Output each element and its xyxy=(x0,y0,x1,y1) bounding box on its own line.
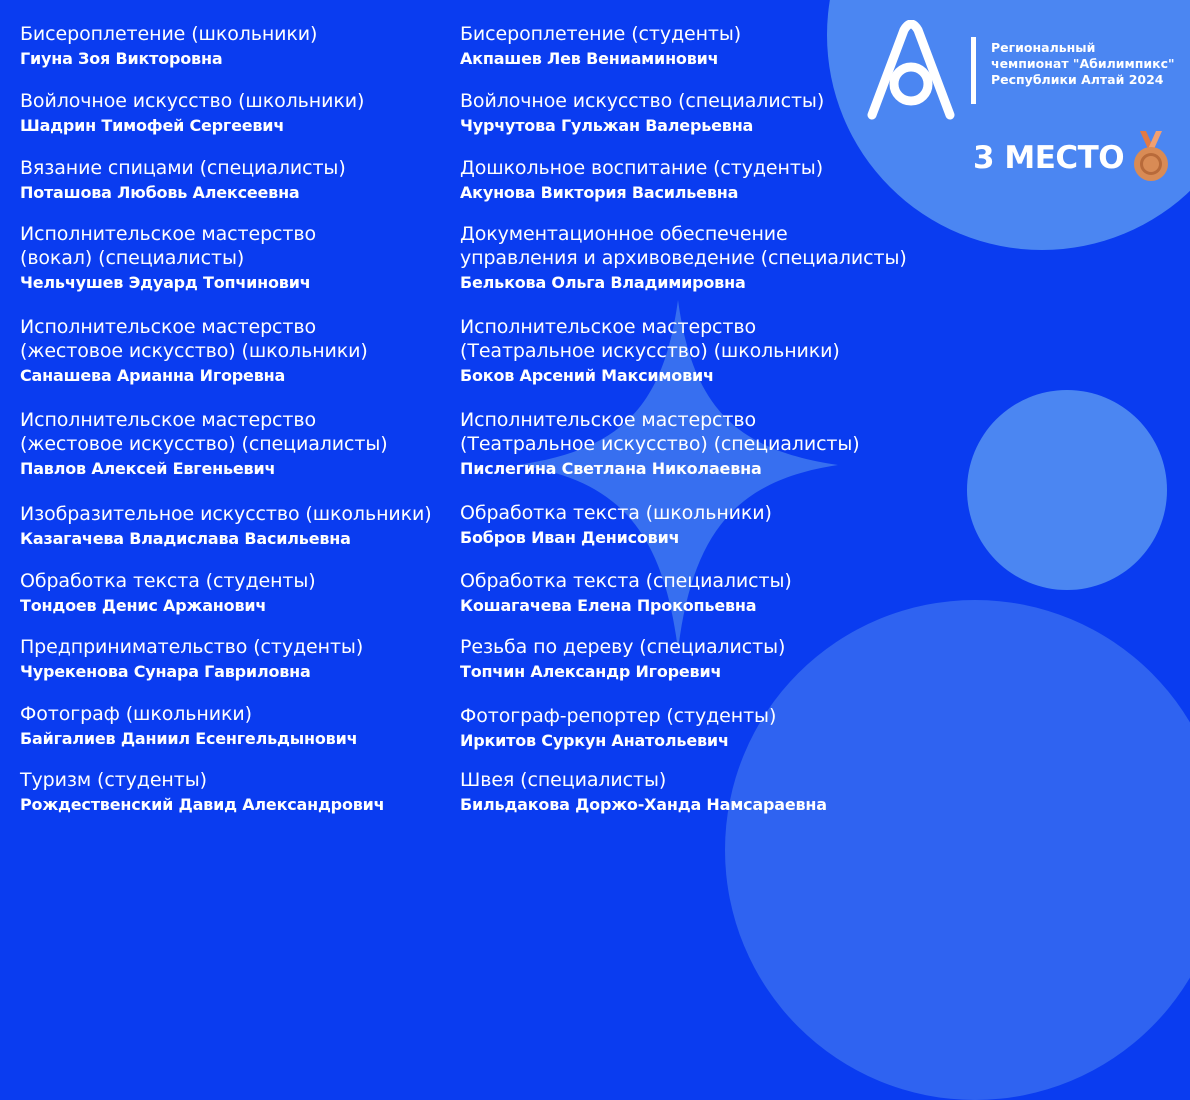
decor-circle-middle xyxy=(967,390,1167,590)
winner-name: Акунова Виктория Васильевна xyxy=(460,183,739,202)
category-label: Фотограф-репортер (студенты) xyxy=(460,705,777,727)
category-label: Войлочное искусство (специалисты) xyxy=(460,90,825,112)
winner-name: Топчин Александр Игоревич xyxy=(460,662,722,681)
winner-name: Бобров Иван Денисович xyxy=(460,528,680,547)
category-label: Дошкольное воспитание (студенты) xyxy=(460,157,824,179)
category-label: Исполнительское мастерство xyxy=(460,316,756,338)
winner-name: Тондоев Денис Аржанович xyxy=(20,596,267,615)
category-label: (Театральное искусство) (школьники) xyxy=(460,340,840,362)
winner-entry xyxy=(20,635,363,682)
category-label: Вязание спицами (специалисты) xyxy=(20,157,346,179)
championship-title xyxy=(991,40,1181,88)
category-label: Исполнительское мастерство xyxy=(20,316,316,338)
winner-name: Кошагачева Елена Прокопьевна xyxy=(460,596,757,615)
category-label: Исполнительское мастерство xyxy=(20,223,316,245)
category-label: Изобразительное искусство (школьники) xyxy=(20,503,432,525)
winner-entry xyxy=(460,635,785,682)
winner-name: Поташова Любовь Алексеевна xyxy=(20,183,300,202)
category-label: (жестовое искусство) (школьники) xyxy=(20,340,368,362)
winner-name: Чурчутова Гульжан Валерьевна xyxy=(460,116,754,135)
category-label: (Театральное искусство) (специалисты) xyxy=(460,433,860,455)
winner-name: Павлов Алексей Евгеньевич xyxy=(20,459,276,478)
winner-entry xyxy=(460,501,772,548)
championship-title-line: Республики Алтай 2024 xyxy=(991,72,1164,87)
winner-name: Бильдакова Доржо-Ханда Намсараевна xyxy=(460,795,827,814)
winner-name: Гиуна Зоя Викторовна xyxy=(20,49,223,68)
category-label: управления и архивоведение (специалисты) xyxy=(460,247,907,269)
winner-name: Иркитов Суркун Анатольевич xyxy=(460,731,729,750)
logo-separator xyxy=(971,37,976,104)
category-label: Войлочное искусство (школьники) xyxy=(20,90,365,112)
category-label: Туризм (студенты) xyxy=(20,769,207,791)
winner-name: Белькова Ольга Владимировна xyxy=(460,273,746,292)
category-label: Документационное обеспечение xyxy=(460,223,788,245)
winner-entry xyxy=(460,408,860,479)
winner-entry xyxy=(20,156,346,203)
place-label: 3 МЕСТО xyxy=(973,140,1125,176)
winner-name: Чурекенова Сунара Гавриловна xyxy=(20,662,311,681)
winner-name: Шадрин Тимофей Сергеевич xyxy=(20,116,285,135)
championship-title-line: Региональный xyxy=(991,40,1096,55)
category-label: Обработка текста (специалисты) xyxy=(460,570,792,592)
category-label: Обработка текста (школьники) xyxy=(460,502,772,524)
winner-entry xyxy=(20,768,384,815)
winner-entry xyxy=(460,222,907,293)
category-label: Исполнительское мастерство xyxy=(460,409,756,431)
bronze-medal-icon xyxy=(1131,131,1171,183)
winner-entry xyxy=(460,22,741,69)
category-label: Бисероплетение (студенты) xyxy=(460,23,742,45)
winner-entry xyxy=(460,768,827,815)
winner-entry xyxy=(460,89,824,136)
winner-name: Чельчушев Эдуард Топчинович xyxy=(20,273,311,292)
category-label: Исполнительское мастерство xyxy=(20,409,316,431)
championship-title-line: чемпионат "Абилимпикс" xyxy=(991,56,1175,71)
category-label: Фотограф (школьники) xyxy=(20,703,252,725)
winner-name: Санашева Арианна Игоревна xyxy=(20,366,286,385)
winner-name: Акпашев Лев Вениаминович xyxy=(460,49,719,68)
category-label: (вокал) (специалисты) xyxy=(20,247,245,269)
winner-name: Пислегина Светлана Николаевна xyxy=(460,459,762,478)
winner-entry xyxy=(460,156,823,203)
category-label: Бисероплетение (школьники) xyxy=(20,23,318,45)
abilimpics-logo-icon xyxy=(866,20,956,120)
winner-entry xyxy=(20,408,388,479)
winner-name: Боков Арсений Максимович xyxy=(460,366,714,385)
winner-entry xyxy=(20,702,357,749)
winner-entry xyxy=(460,315,840,386)
decor-circle-bottom xyxy=(725,600,1190,1100)
winner-entry xyxy=(20,22,317,69)
winner-name: Байгалиев Даниил Есенгельдынович xyxy=(20,729,358,748)
winner-entry xyxy=(20,569,316,616)
winner-entry xyxy=(460,704,776,751)
winner-entry xyxy=(20,502,432,549)
category-label: Резьба по дереву (специалисты) xyxy=(460,636,786,658)
winner-name: Казагачева Владислава Васильевна xyxy=(20,529,351,548)
category-label: Швея (специалисты) xyxy=(460,769,667,791)
winner-entry xyxy=(460,569,792,616)
winner-entry xyxy=(20,222,316,293)
category-label: (жестовое искусство) (специалисты) xyxy=(20,433,388,455)
winner-entry xyxy=(20,315,368,386)
winner-entry xyxy=(20,89,364,136)
category-label: Обработка текста (студенты) xyxy=(20,570,316,592)
category-label: Предпринимательство (студенты) xyxy=(20,636,364,658)
winner-name: Рождественский Давид Александрович xyxy=(20,795,385,814)
